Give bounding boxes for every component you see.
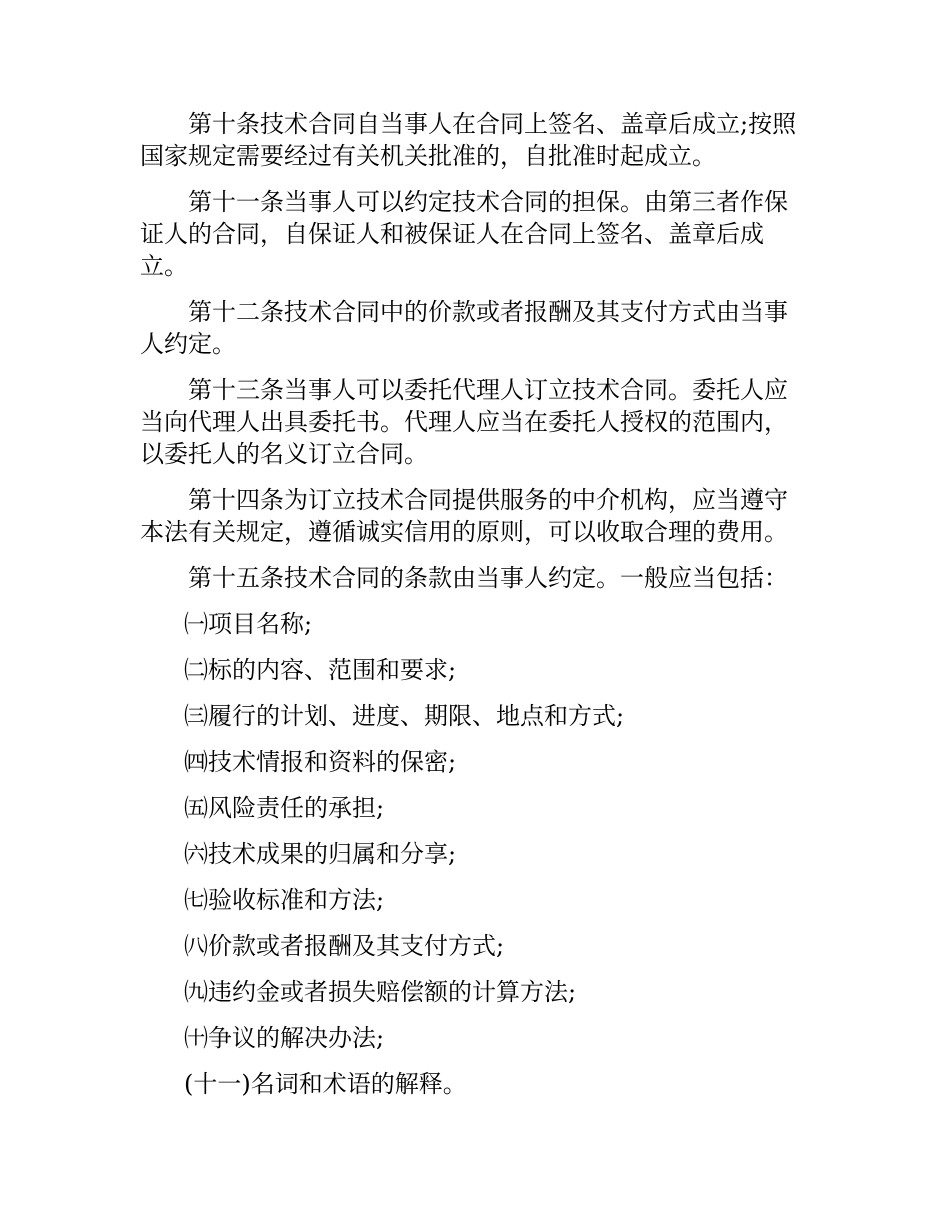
article-15: 第十五条技术合同的条款由当事人约定。一般应当包括： bbox=[188, 564, 788, 592]
article-10: 第十条技术合同自当事人在合同上签名、盖章后成立;按照国家规定需要经过有关机关批准的，自批准时起成立。 bbox=[140, 110, 797, 170]
list-item-4: ㈣技术情报和资料的保密; bbox=[184, 748, 457, 776]
list-item-11: (十一)名词和术语的解释。 bbox=[184, 1070, 467, 1098]
article-13: 第十三条当事人可以委托代理人订立技术合同。委托人应当向代理人出具委托书。代理人应当在委托人授权的范围内，以委托人的名义订立合同。 bbox=[140, 376, 788, 468]
list-item-8: ㈧价款或者报酬及其支付方式; bbox=[184, 932, 505, 960]
document-page bbox=[140, 108, 810, 1114]
list-item-10: ㈩争议的解决办法; bbox=[184, 1024, 385, 1052]
list-item-1: ㈠项目名称; bbox=[184, 610, 313, 638]
list-item-6: ㈥技术成果的归属和分享; bbox=[184, 840, 457, 868]
list-item-3: ㈢履行的计划、进度、期限、地点和方式; bbox=[184, 702, 625, 730]
list-item-2: ㈡标的内容、范围和要求; bbox=[184, 656, 457, 684]
list-item-9: ㈨违约金或者损失赔偿额的计算方法; bbox=[184, 978, 577, 1006]
article-14: 第十四条为订立技术合同提供服务的中介机构，应当遵守本法有关规定，遵循诚实信用的原则，可以收取合理的费用。 bbox=[140, 486, 788, 546]
article-11: 第十一条当事人可以约定技术合同的担保。由第三者作保证人的合同，自保证人和被保证人在合同上签名、盖章后成立。 bbox=[140, 188, 788, 280]
list-item-7: ㈦验收标准和方法; bbox=[184, 886, 385, 914]
list-item-5: ㈤风险责任的承担; bbox=[184, 794, 385, 822]
article-12: 第十二条技术合同中的价款或者报酬及其支付方式由当事人约定。 bbox=[140, 298, 788, 358]
